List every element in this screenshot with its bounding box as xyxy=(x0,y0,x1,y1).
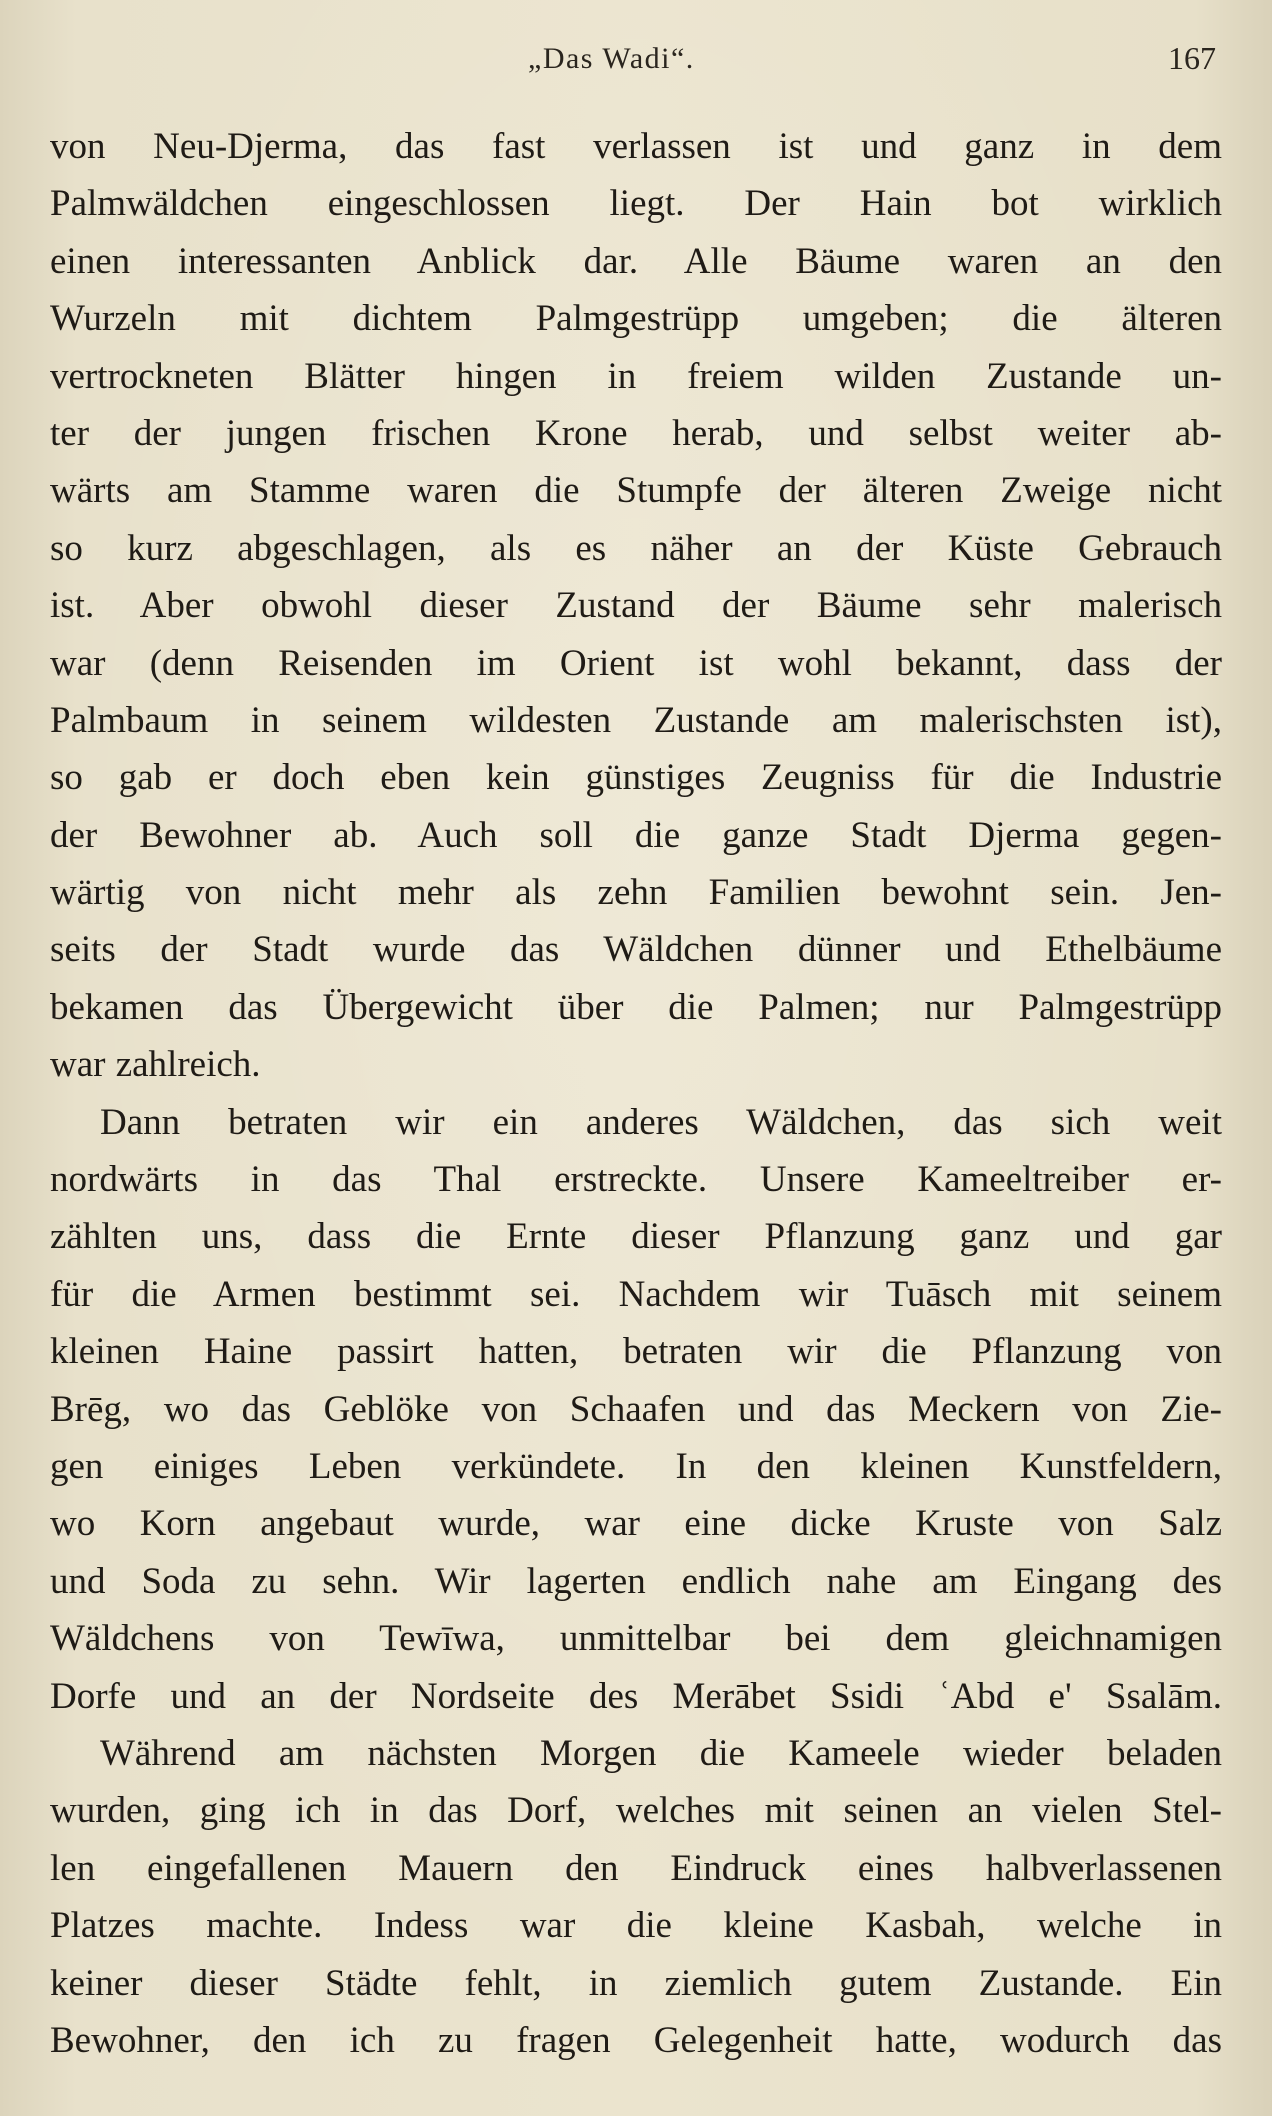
text-line: Platzes machte. Indess war die kleine Kasbah, welche in xyxy=(50,1905,1222,1947)
text-line: Wäldchens von Tewīwa, unmittelbar bei dem gleichnamigen xyxy=(50,1618,1222,1660)
text-line: seits der Stadt wurde das Wäldchen dünner und Ethelbäume xyxy=(50,929,1222,971)
running-title: „Das Wadi“. xyxy=(528,42,695,75)
page-number: 167 xyxy=(1168,40,1216,76)
text-line: der Bewohner ab. Auch soll die ganze Stadt Djerma gegen- xyxy=(50,814,1222,856)
text-line: bekamen das Übergewicht über die Palmen; nur Palmgestrüpp xyxy=(50,986,1222,1028)
text-line: war (denn Reisenden im Orient ist wohl bekannt, dass der xyxy=(50,642,1222,684)
text-line: Palmbaum in seinem wildesten Zustande am malerischsten ist), xyxy=(50,699,1222,741)
text-line: Dorfe und an der Nordseite des Merābet Ssidi ʿAbd e' Ssalām. xyxy=(50,1675,1222,1717)
text-line: einen interessanten Anblick dar. Alle Bäume waren an den xyxy=(50,240,1222,282)
text-line: von Neu-Djerma, das fast verlassen ist und ganz in dem xyxy=(50,126,1222,167)
body-text xyxy=(50,118,1222,2069)
text-line: Dann betraten wir ein anderes Wäldchen, das sich weit xyxy=(100,1101,1222,1143)
text-line: kleinen Haine passirt hatten, betraten wir die Pflanzung von xyxy=(50,1331,1222,1373)
text-line: Während am nächsten Morgen die Kameele wieder beladen xyxy=(100,1732,1222,1774)
text-line: für die Armen bestimmt sei. Nachdem wir Tuāsch mit seinem xyxy=(50,1273,1222,1315)
running-head xyxy=(0,36,1272,86)
text-line: vertrockneten Blätter hingen in freiem wilden Zustande un- xyxy=(50,355,1222,397)
text-line: len eingefallenen Mauern den Eindruck eines halbverlassenen xyxy=(50,1847,1222,1889)
text-line: keiner dieser Städte fehlt, in ziemlich gutem Zustande. Ein xyxy=(50,1962,1222,2004)
text-line: wärtig von nicht mehr als zehn Familien bewohnt sein. Jen- xyxy=(50,872,1222,914)
text-line: Wurzeln mit dichtem Palmgestrüpp umgeben; die älteren xyxy=(50,298,1222,340)
text-line: so kurz abgeschlagen, als es näher an der Küste Gebrauch xyxy=(50,527,1222,569)
text-line: war zahlreich. xyxy=(50,1044,261,1086)
text-line: ter der jungen frischen Krone herab, und selbst weiter ab- xyxy=(50,412,1222,454)
text-line: Palmwäldchen eingeschlossen liegt. Der Hain bot wirklich xyxy=(50,183,1222,225)
text-line: wurden, ging ich in das Dorf, welches mit seinen an vielen Stel- xyxy=(50,1790,1222,1832)
text-line: nordwärts in das Thal erstreckte. Unsere Kameeltreiber er- xyxy=(50,1159,1222,1201)
text-line: gen einiges Leben verkündete. In den kleinen Kunstfeldern, xyxy=(50,1445,1222,1487)
text-line: und Soda zu sehn. Wir lagerten endlich nahe am Eingang des xyxy=(50,1560,1222,1602)
text-line: Bewohner, den ich zu fragen Gelegenheit hatte, wodurch das xyxy=(50,2019,1222,2061)
text-line: wo Korn angebaut wurde, war eine dicke Kruste von Salz xyxy=(50,1503,1222,1545)
text-line: zählten uns, dass die Ernte dieser Pflanzung ganz und gar xyxy=(50,1216,1222,1258)
text-line: wärts am Stamme waren die Stumpfe der älteren Zweige nicht xyxy=(50,470,1222,512)
text-line: ist. Aber obwohl dieser Zustand der Bäume sehr malerisch xyxy=(50,585,1222,627)
text-line: so gab er doch eben kein günstiges Zeugniss für die Industrie xyxy=(50,757,1222,799)
text-line: Brēg, wo das Geblöke von Schaafen und das Meckern von Zie- xyxy=(50,1388,1222,1430)
